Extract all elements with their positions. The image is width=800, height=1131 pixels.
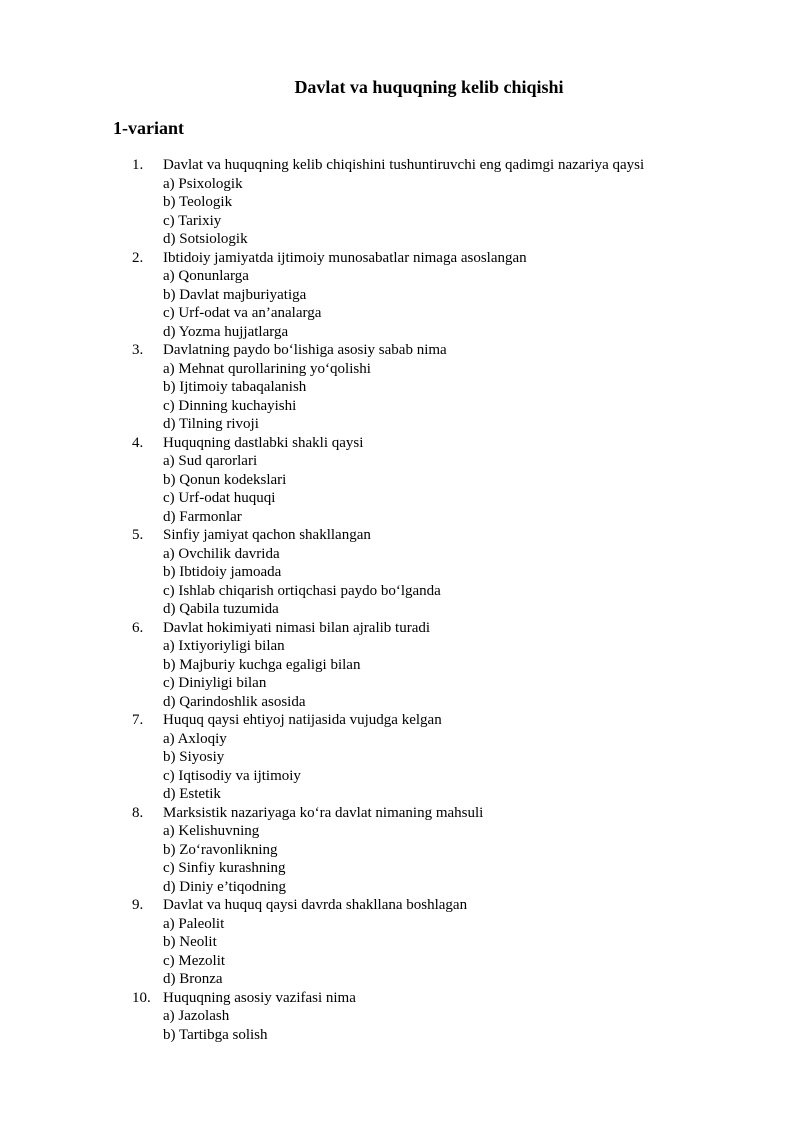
question-text: Marksistik nazariyaga ko‘ra davlat nimaning mahsuli xyxy=(163,804,484,821)
answer-option: d) Qabila tuzumida xyxy=(163,601,279,617)
answer-option: a) Sud qarorlari xyxy=(163,453,258,469)
answer-option: a) Paleolit xyxy=(163,915,225,932)
question-number: 1. xyxy=(132,157,144,173)
answer-option: b) Ibtidoiy jamoada xyxy=(163,564,282,580)
question-number: 3. xyxy=(132,342,144,358)
question-text: Davlatning paydo bo‘lishiga asosiy sabab nima xyxy=(163,342,447,358)
question-item xyxy=(132,249,644,342)
answer-option: c) Urf-odat va an’analarga xyxy=(163,305,322,321)
answer-option: d) Farmonlar xyxy=(163,508,242,525)
question-item xyxy=(132,711,644,804)
question-item xyxy=(132,619,644,712)
question-text: Huquq qaysi ehtiyoj natijasida vujudga kelgan xyxy=(163,712,442,728)
question-item xyxy=(132,896,644,989)
question-number: 6. xyxy=(132,619,144,636)
question-item xyxy=(132,434,644,527)
question-row xyxy=(132,434,644,453)
question-number: 8. xyxy=(132,804,144,821)
answer-option: b) Teologik xyxy=(163,194,233,210)
question-text: Sinfiy jamiyat qachon shakllangan xyxy=(163,527,371,543)
answer-option: b) Zo‘ravonlikning xyxy=(163,841,278,858)
answer-option: b) Ijtimoiy tabaqalanish xyxy=(163,379,307,395)
question-number: 2. xyxy=(132,249,144,266)
question-item xyxy=(132,341,644,434)
answer-option: d) Diniy e’tiqodning xyxy=(163,878,287,895)
question-row xyxy=(132,341,644,360)
question-text: Davlat hokimiyati nimasi bilan ajralib turadi xyxy=(163,619,431,636)
question-text: Davlat va huquqning kelib chiqishini tushuntiruvchi eng qadimgi nazariya qaysi xyxy=(163,157,645,173)
question-text: Ibtidoiy jamiyatda ijtimoiy munosabatlar nimaga asoslangan xyxy=(163,249,527,266)
question-list xyxy=(132,156,644,1044)
question-text: Huquqning asosiy vazifasi nima xyxy=(163,989,356,1006)
answer-option: b) Davlat majburiyatiga xyxy=(163,286,307,303)
question-item xyxy=(132,526,644,619)
answer-option: d) Sotsiologik xyxy=(163,231,248,247)
question-item xyxy=(132,804,644,897)
answer-option: c) Ishlab chiqarish ortiqchasi paydo bo‘lganda xyxy=(163,582,441,599)
answer-option: a) Ixtiyoriyligi bilan xyxy=(163,638,285,654)
answer-option: a) Qonunlarga xyxy=(163,268,249,284)
answer-option: d) Qarindoshlik asosida xyxy=(163,693,306,710)
question-row xyxy=(132,249,644,268)
answer-option: b) Majburiy kuchga egaligi bilan xyxy=(163,656,361,673)
answer-option: c) Mezolit xyxy=(163,952,226,969)
question-row xyxy=(132,711,644,730)
answer-option: d) Yozma hujjatlarga xyxy=(163,323,289,340)
answer-option: a) Axloqiy xyxy=(163,730,227,747)
variant-heading: 1-variant xyxy=(113,118,184,138)
answer-option: d) Bronza xyxy=(163,971,223,987)
question-row xyxy=(132,619,644,638)
question-number: 5. xyxy=(132,527,144,543)
answer-option: b) Siyosiy xyxy=(163,749,225,765)
question-text: Huquqning dastlabki shakli qaysi xyxy=(163,434,364,451)
answer-option: c) Diniyligi bilan xyxy=(163,675,267,691)
question-row xyxy=(132,526,644,545)
answer-option: a) Psixologik xyxy=(163,175,243,192)
answer-option: b) Neolit xyxy=(163,934,217,950)
answer-option: c) Tarixiy xyxy=(163,212,222,229)
question-row xyxy=(132,896,644,915)
question-number: 4. xyxy=(132,434,144,451)
question-item xyxy=(132,989,644,1045)
answer-option: c) Urf-odat huquqi xyxy=(163,490,276,506)
answer-option: a) Kelishuvning xyxy=(163,823,260,839)
answer-option: b) Qonun kodekslari xyxy=(163,471,287,488)
question-row xyxy=(132,989,644,1008)
question-number: 7. xyxy=(132,712,144,728)
question-row xyxy=(132,156,644,175)
answer-option: c) Sinfiy kurashning xyxy=(163,860,286,876)
question-number: 9. xyxy=(132,897,144,913)
answer-option: d) Tilning rivoji xyxy=(163,416,259,432)
answer-option: b) Tartibga solish xyxy=(163,1026,268,1043)
question-row xyxy=(132,804,644,823)
answer-option: a) Ovchilik davrida xyxy=(163,545,280,562)
answer-option: c) Iqtisodiy va ijtimoiy xyxy=(163,767,301,784)
question-number: 10. xyxy=(132,989,151,1006)
document-title: Davlat va huquqning kelib chiqishi xyxy=(294,77,564,97)
answer-option: a) Jazolash xyxy=(163,1008,230,1024)
question-text: Davlat va huquq qaysi davrda shakllana boshlagan xyxy=(163,897,468,913)
answer-option: c) Dinning kuchayishi xyxy=(163,397,297,414)
question-item xyxy=(132,156,644,249)
answer-option: a) Mehnat qurollarining yo‘qolishi xyxy=(163,360,371,377)
answer-option: d) Estetik xyxy=(163,786,221,802)
